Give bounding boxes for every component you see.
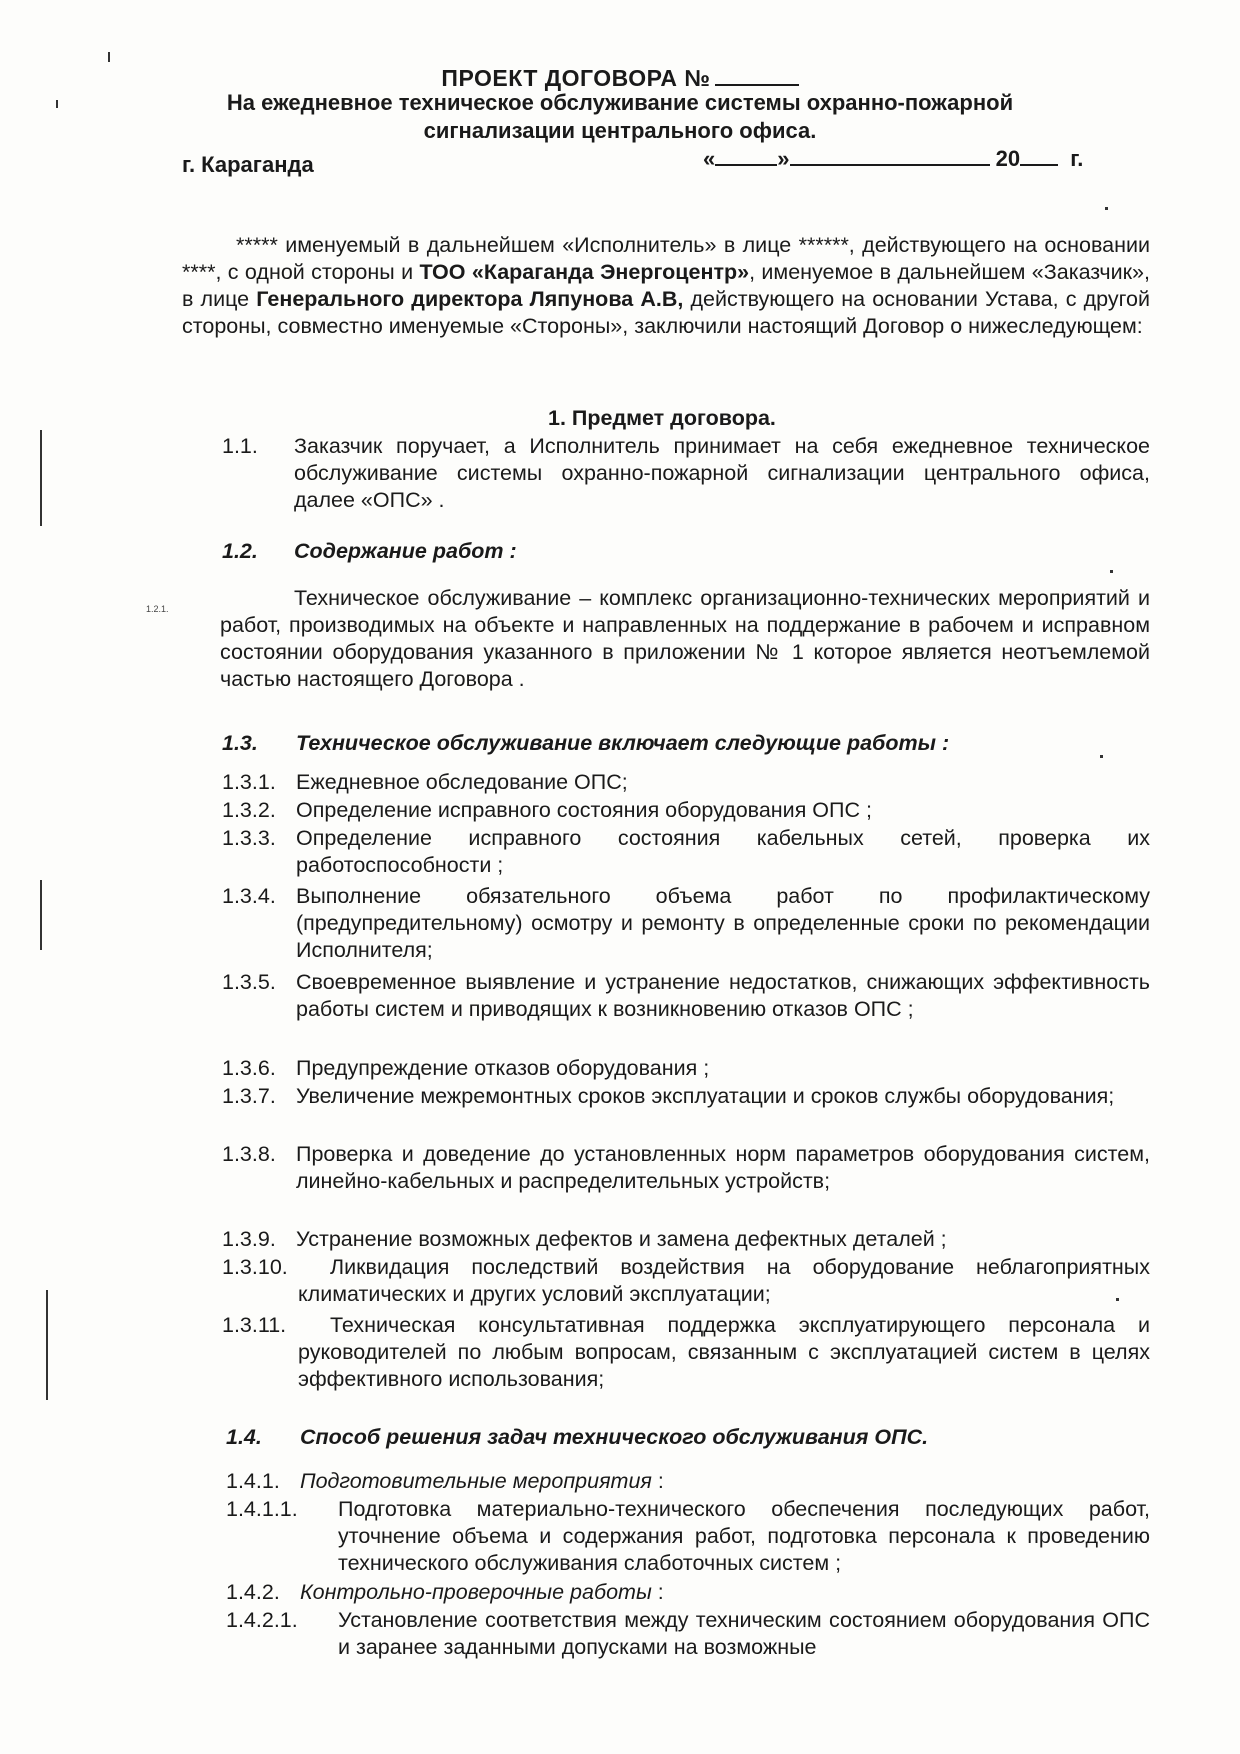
work-text: Своевременное выявление и устранение недостатков, снижающих эффективность работы систем и приводящих к возникновению отказов ОПС ; [296, 970, 1150, 1021]
customer-name: ТОО «Караганда Энергоцентр» [419, 260, 750, 284]
clause-number: 1.1. [222, 434, 258, 458]
date-year: 20 [995, 146, 1021, 171]
preamble [182, 232, 1150, 340]
clause-number: 1.4.2. [226, 1580, 280, 1604]
margin-note: 1.2.1. [146, 604, 169, 614]
work-text: Ликвидация последствий воздействия на оборудование неблагоприятных климатических и других условий эксплуатации; [298, 1255, 1150, 1306]
work-number: 1.3.1. [222, 770, 276, 794]
city: г. Караганда [182, 152, 314, 177]
work-text: Предупреждение отказов оборудования ; [296, 1056, 710, 1080]
scan-speck [1105, 207, 1108, 210]
work-number: 1.3.10. [222, 1255, 288, 1279]
work-text: Проверка и доведение до установленных норм параметров оборудования систем, линейно-кабельных и распределительных устройств; [296, 1142, 1150, 1193]
clause-colon: : [651, 1580, 664, 1604]
clause-number: 1.4.1. [226, 1469, 280, 1493]
contract-number-blank [715, 64, 799, 86]
work-text: Увеличение межремонтных сроков эксплуатации и сроков службы оборудования; [296, 1084, 1115, 1108]
work-number: 1.3.6. [222, 1056, 276, 1080]
clause-1-2-1-body: Техническое обслуживание – комплекс организационно-технических мероприятий и работ, производимых на объекте и направленных на поддержание в рабочем и исправном состоянии оборудования указанного в приложении № 1 которое является неотъемлемой частью настоящего Договора . [220, 586, 1150, 691]
clause-number: 1.3. [222, 731, 258, 755]
work-number: 1.3.7. [222, 1084, 276, 1108]
work-number: 1.3.11. [222, 1313, 287, 1337]
clause-number: 1.4.1.1. [226, 1497, 298, 1521]
clause-text: Заказчик поручает, а Исполнитель принимает на себя ежедневное техническое обслуживание системы охранно-пожарной сигнализации центрального офиса, далее «ОПС» . [294, 434, 1150, 512]
clause-heading-italic: Контрольно-проверочные работы [300, 1580, 652, 1604]
document-title-text: ПРОЕКТ ДОГОВОРА № [441, 65, 711, 91]
date-line [703, 146, 1083, 172]
work-text: Ежедневное обследование ОПС; [296, 770, 628, 794]
work-number: 1.3.5. [222, 970, 276, 994]
date-open-quote: « [703, 146, 716, 171]
clause-heading: Содержание работ : [294, 539, 517, 563]
date-close-quote: » [777, 146, 790, 171]
scan-speck [1110, 570, 1113, 573]
month-blank [790, 148, 990, 166]
work-number: 1.3.3. [222, 826, 276, 850]
clause-number: 1.4.2.1. [226, 1608, 298, 1632]
work-number: 1.3.9. [222, 1227, 276, 1251]
scan-speck [1100, 755, 1103, 758]
scan-margin-line [40, 880, 42, 950]
clause-colon: : [651, 1469, 664, 1493]
scan-margin-line [40, 430, 42, 526]
section-1-heading: 1. Предмет договора. [548, 406, 776, 430]
clause-heading [300, 1468, 664, 1495]
work-text: Выполнение обязательного объема работ по профилактическому (предупредительному) осмотру и ремонту в определенные сроки по рекомендации Исполнителя; [296, 884, 1150, 962]
clause-text: Подготовка материально-технического обеспечения последующих работ, уточнение объема и содержания работ, подготовка персонала к проведению технического обслуживания слаботочных систем ; [338, 1497, 1150, 1575]
preamble-part-3: , именуемое в дальнейшем «Заказчик», в лице [182, 260, 1150, 311]
day-blank [715, 148, 777, 166]
work-text: Определение исправного состояния оборудования ОПС ; [296, 798, 872, 822]
clause-heading: Способ решения задач технического обслуживания ОПС. [300, 1425, 929, 1449]
work-text: Устранение возможных дефектов и замена дефектных деталей ; [296, 1227, 947, 1251]
preamble-part-5: действующего на основании Устава, с другой стороны, совместно именуемые «Стороны», заключили настоящий Договор о нижеследующем: [182, 287, 1150, 338]
clause-number: 1.2. [222, 539, 258, 563]
subtitle-line-1: На ежедневное техническое обслуживание системы охранно-пожарной [226, 90, 1014, 115]
document-title [0, 64, 1240, 92]
work-text: Техническая консультативная поддержка эксплуатирующего персонала и руководителей по любым вопросам, связанным с эксплуатацией систем в целях эффективного использования; [298, 1313, 1150, 1391]
year-blank [1020, 148, 1058, 166]
scan-margin-line [46, 1290, 48, 1400]
document-subtitle [0, 89, 1240, 145]
scan-speck [108, 52, 110, 62]
clause-heading: Техническое обслуживание включает следующие работы : [296, 731, 950, 755]
date-year-suffix: г. [1070, 146, 1084, 171]
work-number: 1.3.4. [222, 884, 276, 908]
clause-heading-italic: Подготовительные мероприятия [300, 1469, 652, 1493]
clause-text: Установление соответствия между техническим состоянием оборудования ОПС и заранее заданными допусками на возможные [338, 1608, 1150, 1659]
clause-heading [300, 1579, 664, 1606]
work-number: 1.3.8. [222, 1142, 276, 1166]
work-text: Определение исправного состояния кабельных сетей, проверка их работоспособности ; [296, 826, 1150, 877]
work-number: 1.3.2. [222, 798, 276, 822]
customer-signatory: Генерального директора Ляпунова А.В, [256, 287, 684, 311]
clause-1-2-1-text [220, 585, 1150, 693]
preamble-part-1: ***** именуемый в дальнейшем «Исполнитель» в лице ******, действующего на основании ****, с одной стороны и [182, 233, 1150, 284]
subtitle-line-2: сигнализации центрального офиса. [423, 118, 817, 143]
clause-number: 1.4. [226, 1425, 262, 1449]
